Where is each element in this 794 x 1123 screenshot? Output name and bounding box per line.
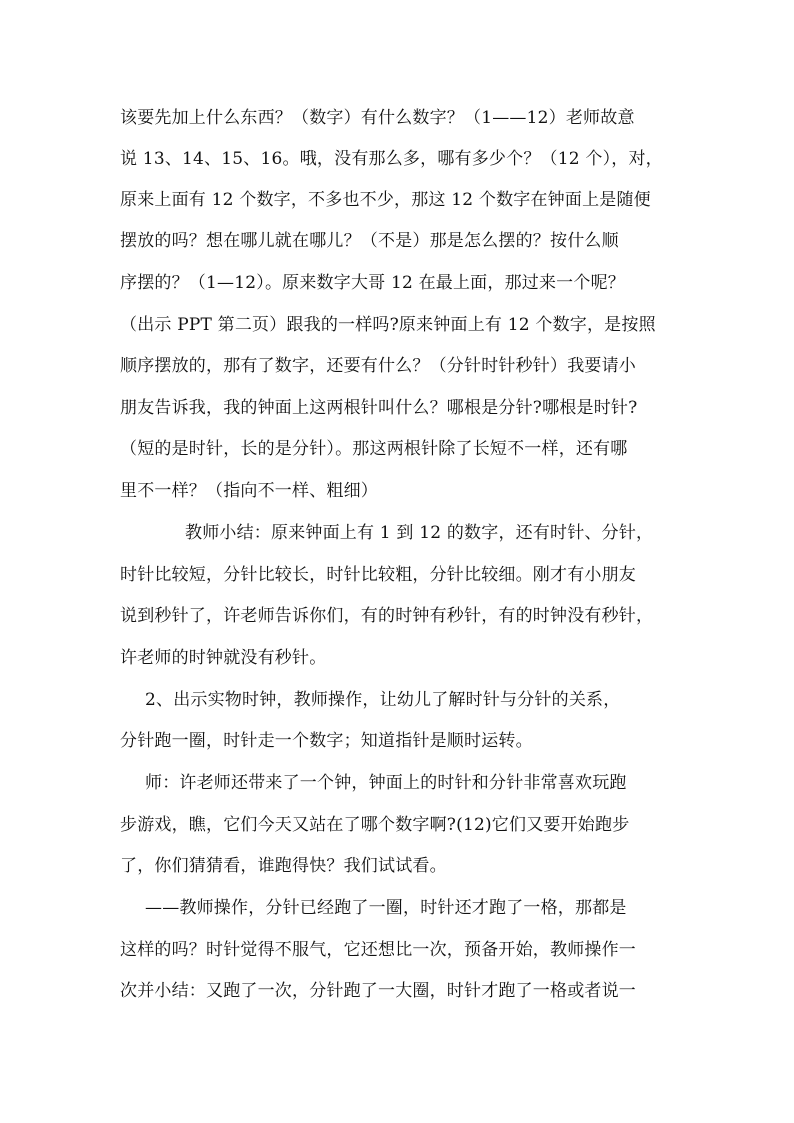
section-2-line: 2、出示实物时钟，教师操作，让幼儿了解时针与分针的关系，	[145, 690, 621, 710]
text-line: 时针比较短，分针比较长，时针比较粗，分针比较细。刚才有小朋友	[120, 565, 636, 585]
text-line: （出示 PPT 第二页）跟我的一样吗?原来钟面上有 12 个数字，是按照	[120, 315, 656, 335]
text-line: 步游戏，瞧，它们今天又站在了哪个数字啊?(12)它们又要开始跑步	[120, 815, 630, 835]
text-line: 序摆的？（1—12）。原来数字大哥 12 在最上面，那过来一个呢？	[120, 273, 625, 293]
text-line: 该要先加上什么东西？（数字）有什么数字？（1——12）老师故意	[120, 108, 635, 128]
teacher-speech-line: 师：许老师还带来了一个钟，钟面上的时针和分针非常喜欢玩跑	[145, 773, 627, 793]
text-line: 说到秒针了，许老师告诉你们，有的时钟有秒针，有的时钟没有秒针，	[120, 606, 654, 626]
text-line: 摆放的吗？想在哪儿就在哪儿？（不是）那是怎么摆的？按什么顺	[120, 231, 619, 251]
text-line: 许老师的时钟就没有秒针。	[120, 648, 327, 668]
text-line: （短的是时针，长的是分针）。那这两根针除了长短不一样，还有哪	[120, 439, 628, 459]
text-line: 原来上面有 12 个数字，不多也不少，那这 12 个数字在钟面上是随便	[120, 190, 651, 210]
text-line: 这样的吗？时针觉得不服气，它还想比一次，预备开始，教师操作一	[120, 940, 636, 960]
text-line: 里不一样？（指向不一样、粗细）	[120, 481, 378, 501]
text-line: 朋友告诉我，我的钟面上这两根针叫什么？哪根是分针?哪根是时针?	[120, 398, 638, 418]
text-line: 了，你们猜猜看，谁跑得快？我们试试看。	[120, 856, 447, 876]
operation-line: ——教师操作，分针已经跑了一圈，时针还才跑了一格，那都是	[145, 898, 627, 918]
text-line: 顺序摆放的，那有了数字，还要有什么？（分针时针秒针）我要请小	[120, 356, 636, 376]
text-line: 次并小结：又跑了一次，分针跑了一大圈，时针才跑了一格或者说一	[120, 981, 636, 1001]
summary-heading-line: 教师小结：原来钟面上有 1 到 12 的数字，还有时针、分针，	[185, 523, 654, 543]
text-line: 说 13、14、15、16。哦，没有那么多，哪有多少个？（12 个），对，	[120, 149, 663, 169]
text-line: 分针跑一圈，时针走一个数字；知道指针是顺时运转。	[120, 731, 533, 751]
